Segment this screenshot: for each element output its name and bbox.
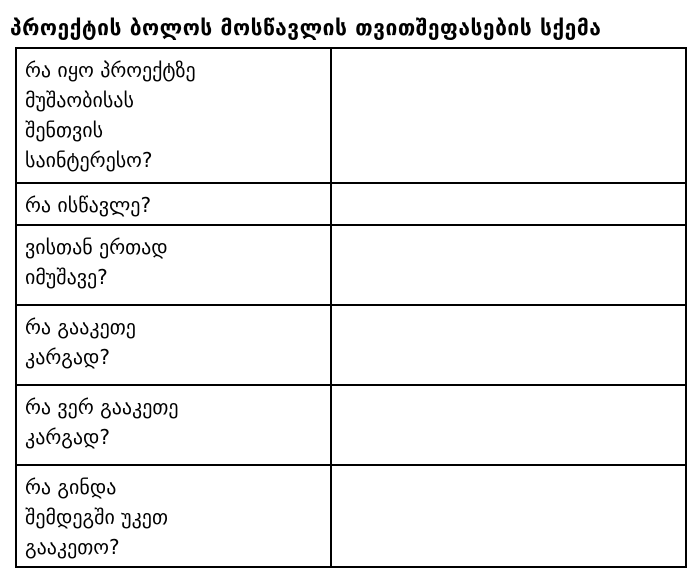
question-cell: რა ვერ გააკეთე კარგად? xyxy=(16,385,331,465)
answer-cell[interactable] xyxy=(331,385,686,465)
table-row xyxy=(16,465,686,567)
document-title: პროექტის ბოლოს მოსწავლის თვითშეფასების სქემა xyxy=(10,16,602,40)
table-row xyxy=(16,305,686,385)
question-cell: რა გააკეთე კარგად? xyxy=(16,305,331,385)
table-row xyxy=(16,225,686,305)
table-row xyxy=(16,183,686,225)
question-cell: რა ისწავლე? xyxy=(16,183,331,225)
table-row xyxy=(16,385,686,465)
answer-cell[interactable] xyxy=(331,48,686,183)
self-assessment-table xyxy=(15,47,687,568)
question-cell: ვისთან ერთად იმუშავე? xyxy=(16,225,331,305)
answer-cell[interactable] xyxy=(331,183,686,225)
table-row xyxy=(16,48,686,183)
answer-cell[interactable] xyxy=(331,465,686,567)
answer-cell[interactable] xyxy=(331,225,686,305)
question-cell: რა იყო პროექტზე მუშაობისას შენთვის საინტერესო? xyxy=(16,48,331,183)
question-cell: რა გინდა შემდეგში უკეთ გააკეთო? xyxy=(16,465,331,567)
answer-cell[interactable] xyxy=(331,305,686,385)
